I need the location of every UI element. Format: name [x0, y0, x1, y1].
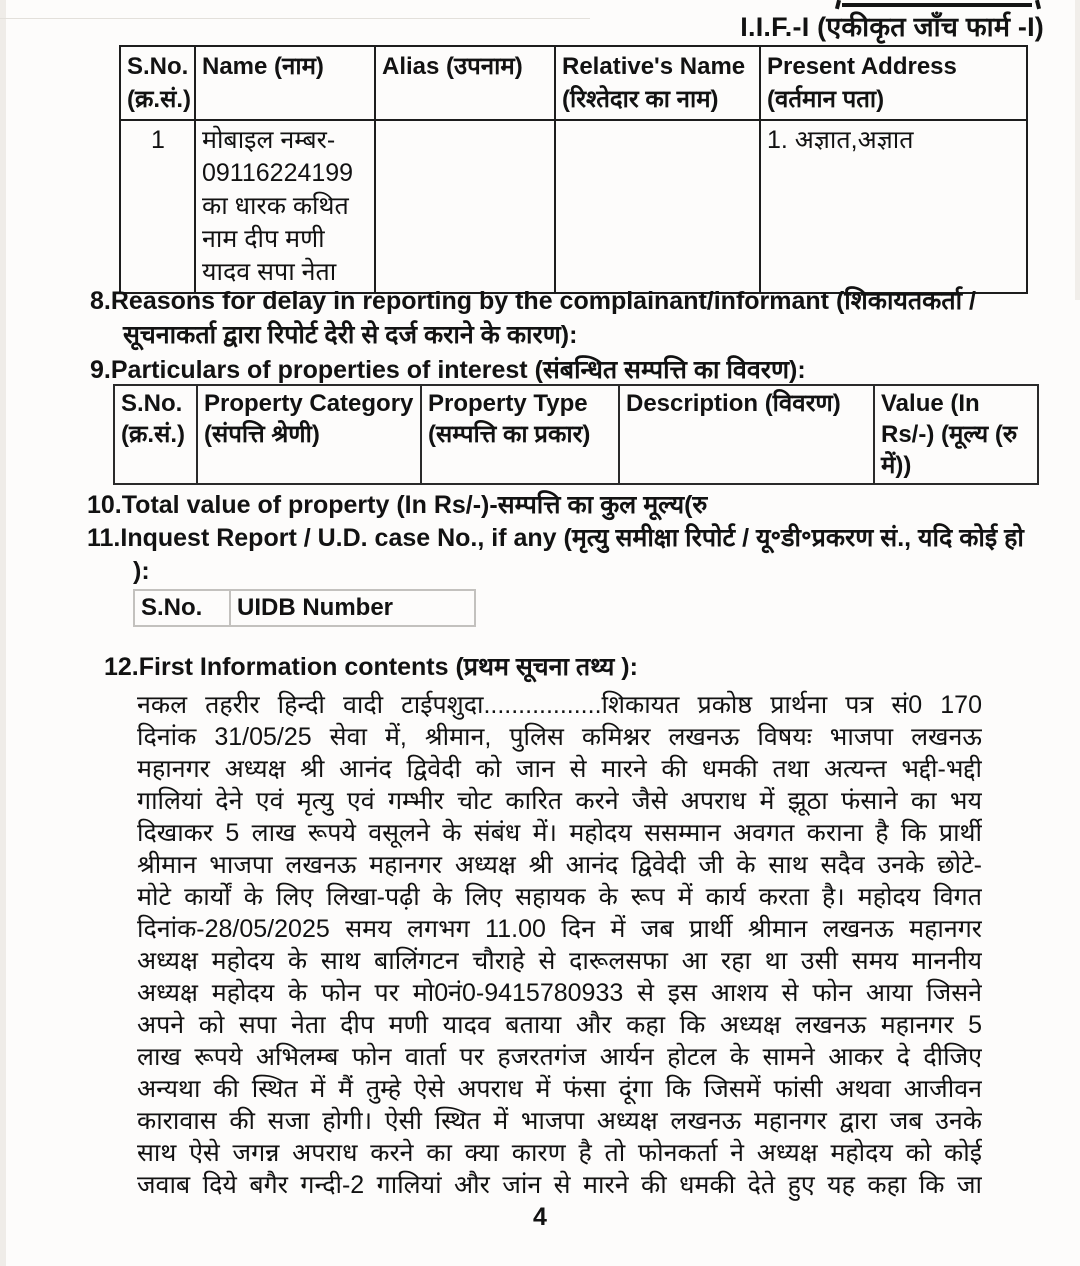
- fir-line: अन्यथा की स्थित में मैं तुम्हे ऐसे अपराध में फंसा दूंगा कि जिसमें फांसी अथवा आजीवन: [137, 1075, 982, 1103]
- accused-relative-cell: [555, 120, 760, 293]
- fir-line: मोटे कार्यों के लिए लिखा-पढ़ी के लिए सहायक के रूप में कार्य करता है। महोदय विगत: [137, 883, 982, 911]
- section-10-text: Total value of property (In Rs/-)-सम्पत्ति का कुल मूल्य(रु: [121, 491, 708, 519]
- section-9-number: 9.: [90, 356, 111, 384]
- fir-line: अध्यक्ष महोदय के साथ बालिंगटन चौराहे से दारूलसफा आ रहा था उसी समय माननीय: [137, 947, 982, 975]
- fir-line: अध्यक्ष महोदय के फोन पर मो0नं0-9415780933 से इस आशय से फोन आया जिसने: [137, 979, 982, 1007]
- fir-line: नकल तहरीर हिन्दी वादी टाईपशुदा.................शिकायत प्रकोष्ठ प्रार्थना पत्र सं0 170: [137, 691, 982, 719]
- scan-edge-right: [1075, 0, 1080, 300]
- accused-name-cell: मोबाइल नम्बर- 09116224199 का धारक कथित नाम दीप मणी यादव सपा नेता: [195, 120, 375, 293]
- section-8-number: 8.: [90, 287, 111, 315]
- section-11-inquest-report: [87, 522, 1035, 588]
- accused-col-name: Name (नाम): [195, 46, 375, 120]
- section-11-text: Inquest Report / U.D. case No., if any (मृत्यु समीक्षा रिपोर्ट / यू॰डी॰प्रकरण सं., यदि कोई हो ):: [120, 524, 1024, 585]
- scan-crease-line: [0, 18, 590, 19]
- accused-col-address: Present Address (वर्तमान पता): [760, 46, 1027, 120]
- accused-address-cell: 1. अज्ञात,अज्ञात: [760, 120, 1027, 293]
- props-col-category: Property Category (संपत्ति श्रेणी): [197, 385, 421, 484]
- uidb-table-header-row: [134, 590, 475, 626]
- page-number: 4: [533, 1203, 547, 1231]
- fir-line: दिनांक 31/05/25 सेवा में, श्रीमान, पुलिस कमिश्नर लखनऊ विषयः भाजपा लखनऊ: [137, 723, 982, 751]
- uidb-col-sno: S.No.: [134, 590, 230, 626]
- fir-line: कारावास की सजा होगी। ऐसी स्थित में भाजपा अध्यक्ष लखनऊ महानगर द्वारा जब उनके: [137, 1107, 982, 1135]
- section-12-fir-contents-heading: [104, 650, 1024, 684]
- props-col-description: Description (विवरण): [619, 385, 874, 484]
- fir-line: गालियां देने एवं मृत्यु एवं गम्भीर चोट कारित करने जैसे अपराध में झूठा फंसाने का भय: [137, 787, 982, 815]
- uidb-col-number: UIDB Number: [230, 590, 475, 626]
- form-title: I.I.F.-I (एकीकृत जाँच फार्म -I): [740, 12, 1044, 42]
- properties-table-header-row: [114, 385, 1038, 484]
- section-12-text: First Information contents (प्रथम सूचना तथ्य ):: [138, 653, 638, 681]
- props-col-value: Value (In Rs/-) (मूल्य (रु में)): [874, 385, 1038, 484]
- accused-alias-cell: [375, 120, 555, 293]
- section-8-text: Reasons for delay in reporting by the complainant/informant (शिकायतकर्ता / सूचनाकर्ता द्वारा रिपोर्ट देरी से दर्ज कराने के कारण):: [110, 287, 976, 349]
- accused-sno-cell: 1: [120, 120, 195, 293]
- section-9-text: Particulars of properties of interest (संबन्धित सम्पत्ति का विवरण):: [110, 356, 806, 384]
- fir-contents-body: [137, 689, 982, 1201]
- accused-table-row: [120, 120, 1027, 293]
- fir-line: जवाब दिये बगैर गन्दी-2 गालियां और जांन से मारने की धमकी देते हुए यह कहा कि जा: [137, 1171, 982, 1199]
- properties-table: [113, 384, 1039, 485]
- scan-edge-left: [0, 0, 6, 1266]
- section-10-total-value: [87, 488, 1037, 522]
- section-10-number: 10.: [87, 491, 122, 519]
- section-11-number: 11.: [87, 524, 121, 552]
- props-col-type: Property Type (सम्पत्ति का प्रकार): [421, 385, 619, 484]
- section-12-number: 12.: [104, 653, 139, 681]
- accused-table-header-row: [120, 46, 1027, 120]
- section-9-properties-heading: [90, 353, 1040, 387]
- fir-line: अपने को सपा नेता दीप मणी यादव बताया और कहा कि अध्यक्ष लखनऊ महानगर 5: [137, 1011, 982, 1039]
- props-col-sno: S.No. (क्र.सं.): [114, 385, 197, 484]
- accused-col-relative: Relative's Name (रिश्तेदार का नाम): [555, 46, 760, 120]
- uidb-table: [133, 589, 476, 627]
- section-8-delay-reasons: [90, 284, 1008, 352]
- fir-line: लाख रूपये अभिलम्ब फोन वार्ता पर हजरतगंज आर्यन होटल के सामने आकर दे दीजिए: [137, 1043, 982, 1071]
- accused-col-alias: Alias (उपनाम): [375, 46, 555, 120]
- fir-line: महानगर अध्यक्ष श्री आनंद द्विवेदी को जान से मारने की धमकी तथा अत्यन्त भद्दी-भद्दी: [137, 755, 982, 783]
- accused-persons-table: [119, 45, 1028, 294]
- fir-line: दिनांक-28/05/2025 समय लगभग 11.00 दिन में जब प्रार्थी श्रीमान लखनऊ महानगर: [137, 915, 982, 943]
- fir-line: दिखाकर 5 लाख रूपये वसूलने के संबंध में। महोदय ससम्मान अवगत कराना है कि प्रार्थी: [137, 819, 982, 847]
- fir-line: साथ ऐसे जगन्न अपराध करने का क्या कारण है तो फोनकर्ता ने अध्यक्ष महोदय को कोई: [137, 1139, 982, 1167]
- accused-col-sno: S.No. (क्र.सं.): [120, 46, 195, 120]
- fir-line: श्रीमान भाजपा लखनऊ महानगर अध्यक्ष श्री आनंद द्विवेदी जी के साथ सदैव उनके छोटे-: [137, 851, 982, 879]
